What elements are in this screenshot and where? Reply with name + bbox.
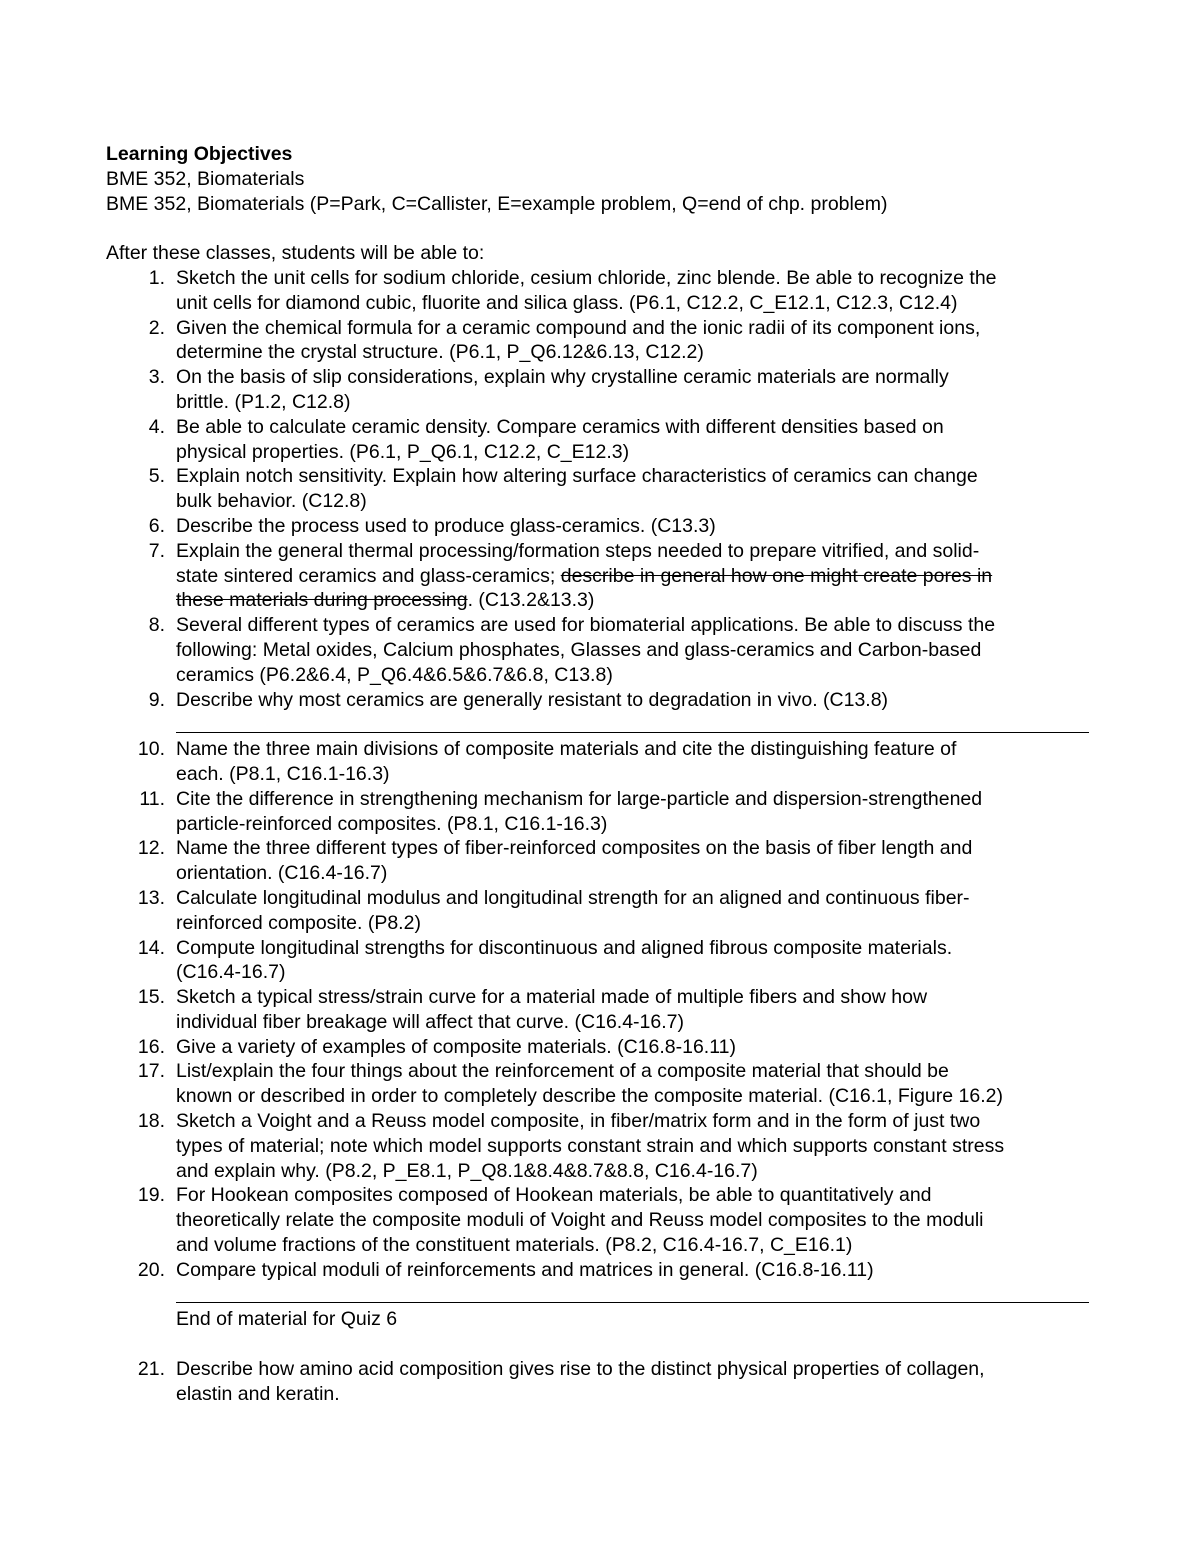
objective-line: unit cells for diamond cubic, fluorite and silica glass. (P6.1, C12.2, C_E12.1, C12.3, C12.4) [176, 291, 958, 314]
objective-line: each. (P8.1, C16.1-16.3) [176, 762, 390, 785]
objective-item-7 [106, 539, 1106, 613]
objective-line [176, 564, 1106, 589]
objective-line: (C16.4-16.7) [176, 961, 286, 984]
course-line: BME 352, Biomaterials [106, 167, 305, 190]
objective-line: On the basis of slip considerations, explain why crystalline ceramic materials are normally [176, 366, 949, 389]
objective-line: individual fiber breakage will affect that curve. (C16.4-16.7) [176, 1010, 684, 1033]
objective-line: Given the chemical formula for a ceramic compound and the ionic radii of its component ions, [176, 316, 981, 339]
objectives-list-proteins [106, 1357, 1106, 1407]
objective-item [106, 1035, 1106, 1060]
objective-line: Calculate longitudinal modulus and longitudinal strength for an aligned and continuous fiber- [176, 886, 970, 909]
objective-number: 3. [148, 366, 165, 389]
objective-line: Compute longitudinal strengths for discontinuous and aligned fibrous composite materials. [176, 936, 953, 959]
objective-line: Name the three different types of fiber-reinforced composites on the basis of fiber length and [176, 837, 973, 860]
objectives-list-ceramics-cont [106, 613, 1106, 712]
objective-line: For Hookean composites composed of Hookean materials, be able to quantitatively and [176, 1184, 932, 1207]
objectives-list-composites [106, 737, 1106, 1283]
objective-item [106, 266, 1106, 316]
objective-line: and volume fractions of the constituent materials. (P8.2, C16.4-16.7, C_E16.1) [176, 1234, 853, 1257]
objective-number: 7. [148, 539, 165, 562]
objective-text: . (C13.2&13.3) [467, 589, 595, 612]
objective-line: types of material; note which model supports constant strain and which supports constant stress [176, 1134, 1005, 1157]
objective-number: 6. [148, 514, 165, 537]
objective-item [106, 316, 1106, 366]
objectives-list-item-7 [106, 539, 1106, 613]
objective-line: known or described in order to completely describe the composite material. (C16.1, Figure 16.2) [176, 1085, 1003, 1108]
objective-item [106, 464, 1106, 514]
objective-number: 18. [137, 1110, 165, 1133]
objective-number: 11. [139, 787, 165, 810]
objective-item [106, 514, 1106, 539]
objective-line: Describe why most ceramics are generally resistant to degradation in vivo. (C13.8) [176, 688, 889, 711]
objective-line: brittle. (P1.2, C12.8) [176, 390, 351, 413]
objective-item [106, 985, 1106, 1035]
section-separator [176, 1283, 1089, 1308]
struck-text: these materials during processing [176, 589, 468, 612]
objective-line: Sketch the unit cells for sodium chloride, cesium chloride, zinc blende. Be able to recognize the [176, 266, 997, 289]
objective-line [176, 588, 1106, 613]
objective-line: orientation. (C16.4-16.7) [176, 862, 388, 885]
objective-line: determine the crystal structure. (P6.1, P_Q6.12&6.13, C12.2) [176, 341, 704, 364]
objective-line: Describe how amino acid composition gives rise to the distinct physical properties of collagen, [176, 1358, 985, 1381]
objective-line: Several different types of ceramics are used for biomaterial applications. Be able to discuss the [176, 614, 996, 637]
objective-item [106, 1109, 1106, 1183]
objective-line: Sketch a Voight and a Reuss model composite, in fiber/matrix form and in the form of just two [176, 1110, 981, 1133]
objective-number: 8. [148, 614, 165, 637]
document-body [106, 142, 1106, 1407]
objective-number: 1. [148, 266, 165, 289]
objective-line: particle-reinforced composites. (P8.1, C16.1-16.3) [176, 812, 608, 835]
objective-number: 15. [137, 986, 165, 1009]
objective-item [106, 1357, 1106, 1407]
objective-item [106, 415, 1106, 465]
struck-text: describe in general how one might create pores in [560, 564, 993, 587]
objective-line: Give a variety of examples of composite materials. (C16.8-16.11) [176, 1035, 736, 1058]
intro-text: After these classes, students will be able to: [106, 242, 485, 265]
objective-number: 13. [137, 886, 165, 909]
objective-item [106, 1059, 1106, 1109]
objective-number: 14. [137, 936, 165, 959]
objective-item [106, 737, 1106, 787]
objective-item [106, 365, 1106, 415]
objective-number: 10. [137, 738, 165, 761]
objective-line: physical properties. (P6.1, P_Q6.1, C12.2, C_E12.3) [176, 440, 630, 463]
objective-item [106, 613, 1106, 687]
objective-line: ceramics (P6.2&6.4, P_Q6.4&6.5&6.7&6.8, C13.8) [176, 663, 613, 686]
objective-line: Be able to calculate ceramic density. Compare ceramics with different densities based on [176, 415, 944, 438]
objective-item [106, 886, 1106, 936]
section-separator [176, 712, 1089, 737]
objective-item [106, 1258, 1106, 1283]
blank-line [106, 216, 1106, 241]
objective-number: 12. [137, 837, 165, 860]
objective-line: Sketch a typical stress/strain curve for a material made of multiple fibers and show how [176, 986, 928, 1009]
objective-number: 5. [148, 465, 165, 488]
objective-line: Name the three main divisions of composite materials and cite the distinguishing feature of [176, 738, 957, 761]
objective-number: 21. [137, 1358, 165, 1381]
objective-number: 2. [148, 316, 165, 339]
objective-line: Explain notch sensitivity. Explain how altering surface characteristics of ceramics can change [176, 465, 978, 488]
objective-line: and explain why. (P8.2, P_E8.1, P_Q8.1&8.4&8.7&8.8, C16.4-16.7) [176, 1159, 758, 1182]
objective-line: Describe the process used to produce glass-ceramics. (C13.3) [176, 514, 716, 537]
blank-line [106, 1332, 1106, 1357]
objective-number: 9. [148, 688, 165, 711]
objective-line: following: Metal oxides, Calcium phosphates, Glasses and glass-ceramics and Carbon-based [176, 638, 982, 661]
objective-line: List/explain the four things about the reinforcement of a composite material that should be [176, 1060, 949, 1083]
course-references-line: BME 352, Biomaterials (P=Park, C=Callister, E=example problem, Q=end of chp. problem) [106, 192, 888, 215]
objective-line: Compare typical moduli of reinforcements and matrices in general. (C16.8-16.11) [176, 1258, 874, 1281]
objective-item [106, 836, 1106, 886]
objective-number: 17. [137, 1060, 165, 1083]
objective-line: elastin and keratin. [176, 1382, 340, 1405]
objective-line: bulk behavior. (C12.8) [176, 490, 367, 513]
objective-number: 20. [137, 1258, 165, 1281]
objective-line: Explain the general thermal processing/formation steps needed to prepare vitrified, and solid- [176, 539, 980, 562]
objective-item [106, 936, 1106, 986]
objective-line: Cite the difference in strengthening mechanism for large-particle and dispersion-strengthened [176, 787, 983, 810]
objective-item [106, 787, 1106, 837]
objective-item [106, 688, 1106, 713]
objective-number: 4. [148, 415, 165, 438]
objective-text: state sintered ceramics and glass-ceramics; [176, 564, 561, 587]
objectives-list-ceramics [106, 266, 1106, 539]
objective-number: 19. [137, 1184, 165, 1207]
objective-line: theoretically relate the composite moduli of Voight and Reuss model composites to the moduli [176, 1209, 984, 1232]
objective-line: reinforced composite. (P8.2) [176, 911, 421, 934]
document-title: Learning Objectives [106, 143, 293, 165]
end-of-quiz-note: End of material for Quiz 6 [176, 1308, 398, 1331]
objective-number: 16. [137, 1035, 165, 1058]
objective-item [106, 1183, 1106, 1257]
